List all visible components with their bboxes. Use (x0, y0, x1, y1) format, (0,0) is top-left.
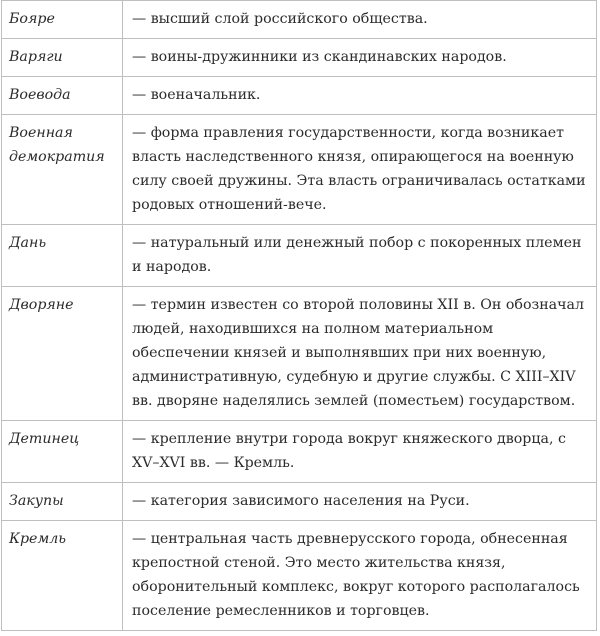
table-row (2, 39, 597, 77)
definition-cell: — воины-дружинники из скандинавских народов. (123, 39, 597, 77)
term-cell: Варяги (2, 39, 123, 77)
definition-cell: — натуральный или денежный побор с покоренных племен и народов. (123, 225, 597, 287)
definition-cell: — форма правления государственности, когда возникает власть наследственного князя, опирающегося на военную силу своей дружины. Эта власть ограничивалась остатками родовых отношений-вече. (123, 115, 597, 225)
definition-cell: — высший слой российского общества. (123, 1, 597, 39)
table-row (2, 1, 597, 39)
definition-cell: — термин известен со второй половины XII в. Он обозначал людей, находившихся на полном материальном обеспечении князей и выполнявших при них военную, административную, судебную и другие службы. С XIII–XIV вв. дворяне наделялись землей (поместьем) государством. (123, 287, 597, 421)
glossary-table (1, 0, 597, 631)
term-cell: Кремль (2, 521, 123, 631)
term-cell: Военная демократия (2, 115, 123, 225)
term-cell: Детинец (2, 421, 123, 483)
term-cell: Воевода (2, 77, 123, 115)
table-row (2, 77, 597, 115)
term-cell: Бояре (2, 1, 123, 39)
definition-cell: — категория зависимого населения на Руси. (123, 483, 597, 521)
table-row (2, 521, 597, 631)
table-row (2, 225, 597, 287)
table-row (2, 115, 597, 225)
term-cell: Дворяне (2, 287, 123, 421)
table-row (2, 421, 597, 483)
term-cell: Закупы (2, 483, 123, 521)
definition-cell: — военачальник. (123, 77, 597, 115)
table-row (2, 287, 597, 421)
table-row (2, 483, 597, 521)
definition-cell: — центральная часть древнерусского города, обнесенная крепостной стеной. Это место жительства князя, оборонительный комплекс, вокруг которого располагалось поселение ремесленников и торговцев. (123, 521, 597, 631)
term-cell: Дань (2, 225, 123, 287)
definition-cell: — крепление внутри города вокруг княжеского дворца, с XV–XVI вв. — Кремль. (123, 421, 597, 483)
